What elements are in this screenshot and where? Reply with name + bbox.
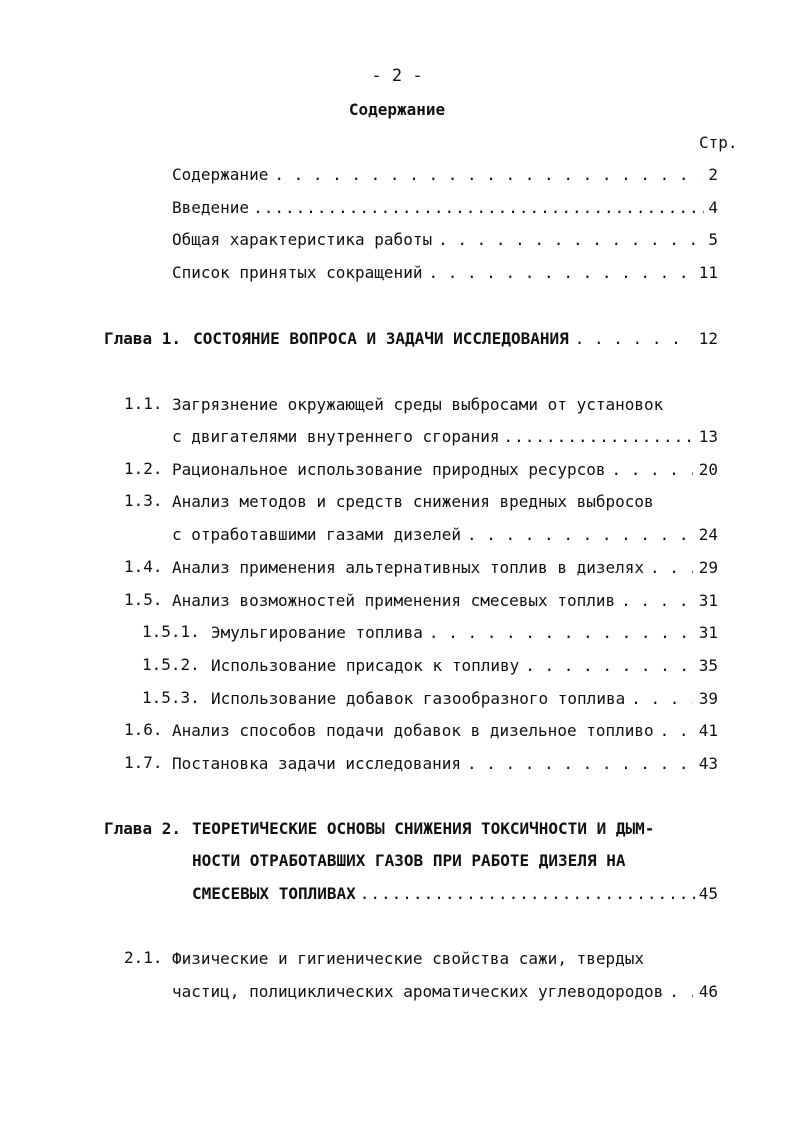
toc-entry-text: Список принятых сокращений [172,263,423,282]
chapter-title: СОСТОЯНИЕ ВОПРОСА И ЗАДАЧИ ИССЛЕДОВАНИЯ [193,329,569,348]
leader-dots [621,590,693,612]
chapter-title-line: НОСТИ ОТРАБОТАВШИХ ГАЗОВ ПРИ РАБОТЕ ДИЗЕЛЯ НА [192,851,626,870]
toc-title: Содержание [348,100,446,119]
toc-entry [172,557,718,579]
section-page: 41 [698,721,718,740]
subsection-number: 1.5.2. [142,655,200,674]
toc-entry-front [172,197,718,219]
toc-entry-front [172,164,718,186]
section-page: 31 [698,623,718,642]
toc-entry [172,981,718,1003]
leader-dots [660,720,693,742]
leader-dots [631,688,693,710]
chapter-heading [192,883,718,905]
section-number: 1.6. [124,720,163,739]
section-page: 29 [698,558,718,577]
page-column-header: Стр. [699,133,738,152]
leader-dots [428,262,692,284]
leader-dots [253,197,704,219]
leader-dots [669,981,692,1003]
toc-entry-front [172,262,718,284]
leader-dots [438,229,702,251]
section-number: 1.4. [124,557,163,576]
section-text: Анализ способов подачи добавок в дизельное топливо [172,721,654,740]
toc-entry-page: 11 [698,263,718,282]
chapter-page: 45 [698,884,718,903]
section-page: 43 [698,754,718,773]
chapter-heading [104,328,718,350]
section-page: 31 [698,591,718,610]
section-text: Использование добавок газообразного топлива [211,689,626,708]
section-number: 1.2. [124,459,163,478]
toc-entry-page: 4 [708,198,718,217]
leader-dots [504,426,695,448]
section-text: Анализ применения альтернативных топлив в дизелях [172,558,645,577]
section-text: Постановка задачи исследования [172,754,461,773]
toc-entry-text: Введение [172,198,250,217]
leader-dots [575,328,693,350]
chapter-label: Глава 2. [104,819,182,838]
section-number: 2.1. [124,948,163,967]
leader-dots [467,524,693,546]
section-text: Эмульгирование топлива [211,623,423,642]
section-text: Использование присадок к топливу [211,656,520,675]
section-text: Анализ возможностей применения смесевых топлив [172,591,616,610]
chapter-title-line: СМЕСЕВЫХ ТОПЛИВАХ [192,884,356,903]
toc-entry [172,590,718,612]
toc-entry [211,688,718,710]
section-number: 1.1. [124,394,163,413]
section-text-line: Загрязнение окружающей среды выбросами от установок [172,395,664,414]
section-number: 1.3. [124,491,163,510]
leader-dots [525,655,692,677]
section-page: 39 [698,689,718,708]
subsection-number: 1.5.1. [142,622,200,641]
toc-entry-front [172,229,718,251]
leader-dots [429,622,693,644]
toc-entry [172,753,718,775]
section-page: 46 [698,982,718,1001]
section-page: 13 [698,427,718,446]
section-page: 35 [698,656,718,675]
chapter-title-line: ТЕОРЕТИЧЕСКИЕ ОСНОВЫ СНИЖЕНИЯ ТОКСИЧНОСТИ И ДЫМ- [192,819,655,838]
toc-entry [172,720,718,742]
section-text-line: частиц, полициклических ароматических углеводородов [172,982,664,1001]
section-page: 24 [698,525,718,544]
toc-entry-page: 2 [708,165,718,184]
toc-entry [211,622,718,644]
section-text-line: Анализ методов и средств снижения вредных выбросов [172,492,654,511]
leader-dots [650,557,693,579]
section-text: Рациональное использование природных ресурсов [172,460,606,479]
section-number: 1.5. [124,590,163,609]
section-text-line: с двигателями внутреннего сгорания [172,427,500,446]
section-text-line: Физические и гигиенические свойства сажи, твердых [172,949,645,968]
toc-entry-text: Общая характеристика работы [172,230,433,249]
page-number: - 2 - [371,66,423,86]
toc-entry [172,459,718,481]
section-text-line: с отработавшими газами дизелей [172,525,461,544]
section-page: 20 [698,460,718,479]
leader-dots [611,459,692,481]
toc-entry [172,426,718,448]
subsection-number: 1.5.3. [142,688,200,707]
toc-entry-text: Содержание [172,165,269,184]
toc-entry-page: 5 [708,230,718,249]
chapter-label: Глава 1. [104,329,182,348]
section-number: 1.7. [124,753,163,772]
toc-entry [211,655,718,677]
chapter-page: 12 [698,329,718,348]
leader-dots [360,883,695,905]
leader-dots [274,164,702,186]
toc-entry [172,524,718,546]
leader-dots [467,753,693,775]
